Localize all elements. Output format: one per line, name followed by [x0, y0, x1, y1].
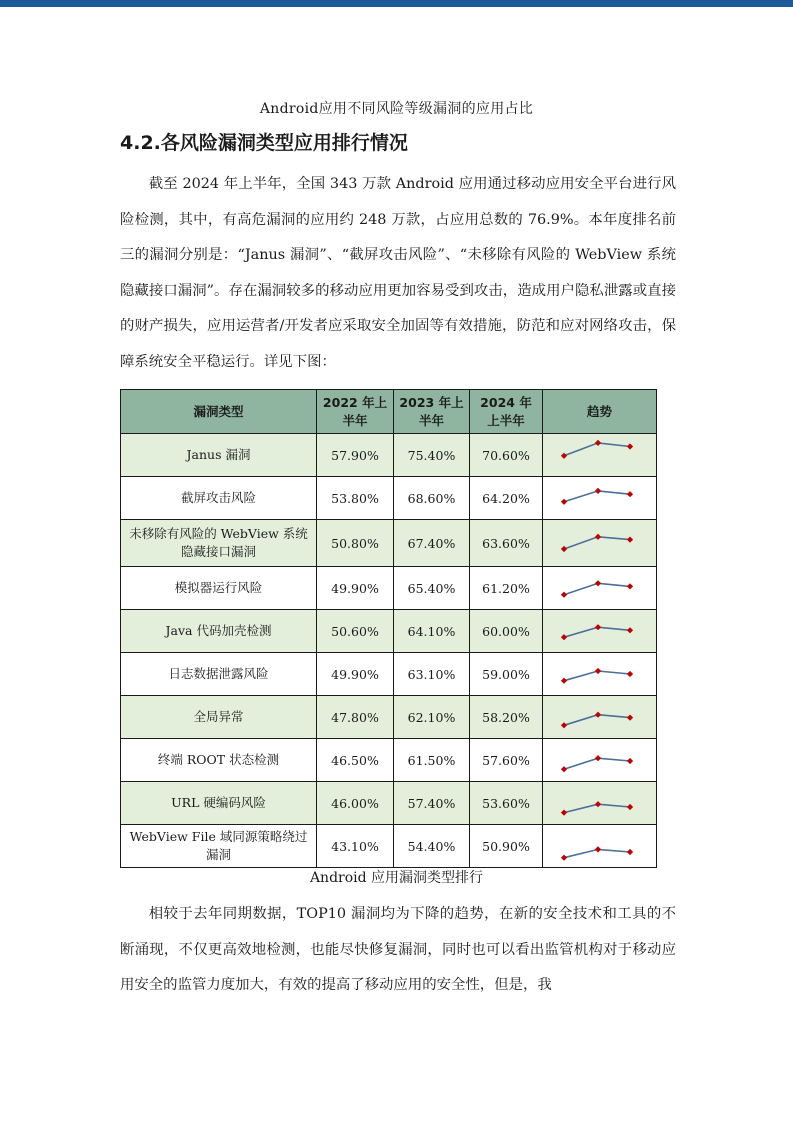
body-paragraph-1: 截至 2024 年上半年，全国 343 万款 Android 应用通过移动应用安全平台进行风险检测，其中，有高危漏洞的应用约 248 万款，占应用总数的 76.9%。本年度排名前三的漏洞分别是：“Janus 漏洞”、“截屏攻击风险”、“未移除有风险的 WebView 系统隐藏接口漏洞”。存在漏洞较多的移动应用更加容易受到攻击，造成用户隐私泄露或直接的财产损失，应用运营者/开发者应采取安全加固等有效措施，防范和应对网络攻击，保障系统安全平稳运行。详见下图：: [120, 176, 676, 370]
trend-point-1: [594, 712, 600, 718]
trend-point-2: [626, 443, 632, 449]
trend-point-1: [594, 580, 600, 586]
cell-2023: 68.60%: [394, 477, 470, 520]
trend-point-2: [626, 849, 632, 855]
trend-point-2: [626, 804, 632, 810]
trend-point-1: [594, 488, 600, 494]
trend-sparkline: [544, 435, 656, 475]
cell-2022: 47.80%: [317, 696, 394, 739]
trend-sparkline: [544, 654, 656, 694]
trend-point-0: [560, 678, 566, 684]
cell-2024: 64.20%: [470, 477, 543, 520]
trend-sparkline: [544, 826, 656, 866]
trend-point-0: [560, 546, 566, 552]
table-row: [121, 567, 657, 610]
table-row: [121, 696, 657, 739]
trend-point-1: [594, 846, 600, 852]
cell-vuln-name: 模拟器运行风险: [121, 567, 317, 610]
body-paragraph-2: 相较于去年同期数据，TOP10 漏洞均为下降的趋势，在新的安全技术和工具的不断涌现，不仅更高效地检测，也能尽快修复漏洞，同时也可以看出监管机构对于移动应用安全的监管力度加大，有效的提高了移动应用的安全性，但是，我: [120, 906, 676, 993]
cell-vuln-name: URL 硬编码风险: [121, 782, 317, 825]
cell-trend: [543, 696, 657, 739]
cell-2024: 61.20%: [470, 567, 543, 610]
cell-2024: 59.00%: [470, 653, 543, 696]
table-row: [121, 477, 657, 520]
cell-2022: 43.10%: [317, 825, 394, 868]
cell-2023: 62.10%: [394, 696, 470, 739]
trend-sparkline: [544, 568, 656, 608]
trend-point-0: [560, 634, 566, 640]
cell-2023: 63.10%: [394, 653, 470, 696]
cell-2023: 67.40%: [394, 520, 470, 567]
cell-2022: 53.80%: [317, 477, 394, 520]
cell-2023: 54.40%: [394, 825, 470, 868]
trend-point-2: [626, 627, 632, 633]
cell-2024: 57.60%: [470, 739, 543, 782]
trend-sparkline: [544, 740, 656, 780]
cell-2023: 65.40%: [394, 567, 470, 610]
cell-vuln-name: 日志数据泄露风险: [121, 653, 317, 696]
cell-2022: 50.60%: [317, 610, 394, 653]
header-vuln-type: 漏洞类型: [121, 390, 317, 434]
cell-2022: 46.50%: [317, 739, 394, 782]
cell-2023: 75.40%: [394, 434, 470, 477]
trend-sparkline: [544, 783, 656, 823]
trend-point-0: [560, 499, 566, 505]
header-2024: 2024 年上半年: [470, 390, 543, 434]
trend-point-2: [626, 536, 632, 542]
trend-point-2: [626, 491, 632, 497]
table-row: [121, 782, 657, 825]
trend-point-0: [560, 453, 566, 459]
table-row: [121, 434, 657, 477]
cell-2023: 61.50%: [394, 739, 470, 782]
trend-point-1: [594, 755, 600, 761]
trend-sparkline: [544, 523, 656, 563]
cell-trend: [543, 520, 657, 567]
trend-point-1: [594, 534, 600, 540]
cell-2022: 49.90%: [317, 567, 394, 610]
cell-2024: 50.90%: [470, 825, 543, 868]
trend-point-2: [626, 583, 632, 589]
trend-point-2: [626, 671, 632, 677]
trend-sparkline: [544, 697, 656, 737]
table-row: [121, 825, 657, 868]
trend-point-0: [560, 592, 566, 598]
cell-2023: 64.10%: [394, 610, 470, 653]
cell-vuln-name: Janus 漏洞: [121, 434, 317, 477]
cell-2024: 53.60%: [470, 782, 543, 825]
cell-trend: [543, 739, 657, 782]
trend-point-2: [626, 714, 632, 720]
table-caption: Android 应用漏洞类型排行: [309, 870, 484, 886]
table-header-row: [121, 390, 657, 434]
trend-point-1: [594, 624, 600, 630]
trend-point-1: [594, 668, 600, 674]
trend-sparkline: [544, 611, 656, 651]
trend-point-0: [560, 809, 566, 815]
trend-sparkline: [544, 478, 656, 518]
cell-vuln-name: 终端 ROOT 状态检测: [121, 739, 317, 782]
cell-2022: 57.90%: [317, 434, 394, 477]
cell-2022: 50.80%: [317, 520, 394, 567]
cell-trend: [543, 610, 657, 653]
trend-point-1: [594, 440, 600, 446]
table-row: [121, 610, 657, 653]
cell-vuln-name: WebView File 域同源策略绕过漏洞: [121, 825, 317, 868]
table-row: [121, 653, 657, 696]
cell-2022: 49.90%: [317, 653, 394, 696]
cell-vuln-name: 截屏攻击风险: [121, 477, 317, 520]
trend-point-0: [560, 855, 566, 861]
cell-trend: [543, 825, 657, 868]
cell-trend: [543, 567, 657, 610]
cell-trend: [543, 782, 657, 825]
table-row: [121, 739, 657, 782]
figure-caption-top: Android应用不同风险等级漏洞的应用占比: [259, 101, 534, 117]
table-row: [121, 520, 657, 567]
cell-2024: 70.60%: [470, 434, 543, 477]
cell-2022: 46.00%: [317, 782, 394, 825]
top-accent-bar: [0, 0, 793, 7]
trend-point-0: [560, 766, 566, 772]
cell-trend: [543, 653, 657, 696]
cell-2024: 58.20%: [470, 696, 543, 739]
cell-vuln-name: 未移除有风险的 WebView 系统隐藏接口漏洞: [121, 520, 317, 567]
vulnerability-ranking-table: [120, 389, 657, 868]
trend-point-1: [594, 801, 600, 807]
cell-2024: 60.00%: [470, 610, 543, 653]
header-trend: 趋势: [543, 390, 657, 434]
trend-point-2: [626, 758, 632, 764]
section-heading: 4.2.各风险漏洞类型应用排行情况: [120, 132, 408, 154]
header-2023: 2023 年上半年: [394, 390, 470, 434]
header-2022: 2022 年上半年: [317, 390, 394, 434]
cell-vuln-name: Java 代码加壳检测: [121, 610, 317, 653]
cell-vuln-name: 全局异常: [121, 696, 317, 739]
cell-trend: [543, 434, 657, 477]
trend-point-0: [560, 722, 566, 728]
cell-2024: 63.60%: [470, 520, 543, 567]
cell-trend: [543, 477, 657, 520]
cell-2023: 57.40%: [394, 782, 470, 825]
